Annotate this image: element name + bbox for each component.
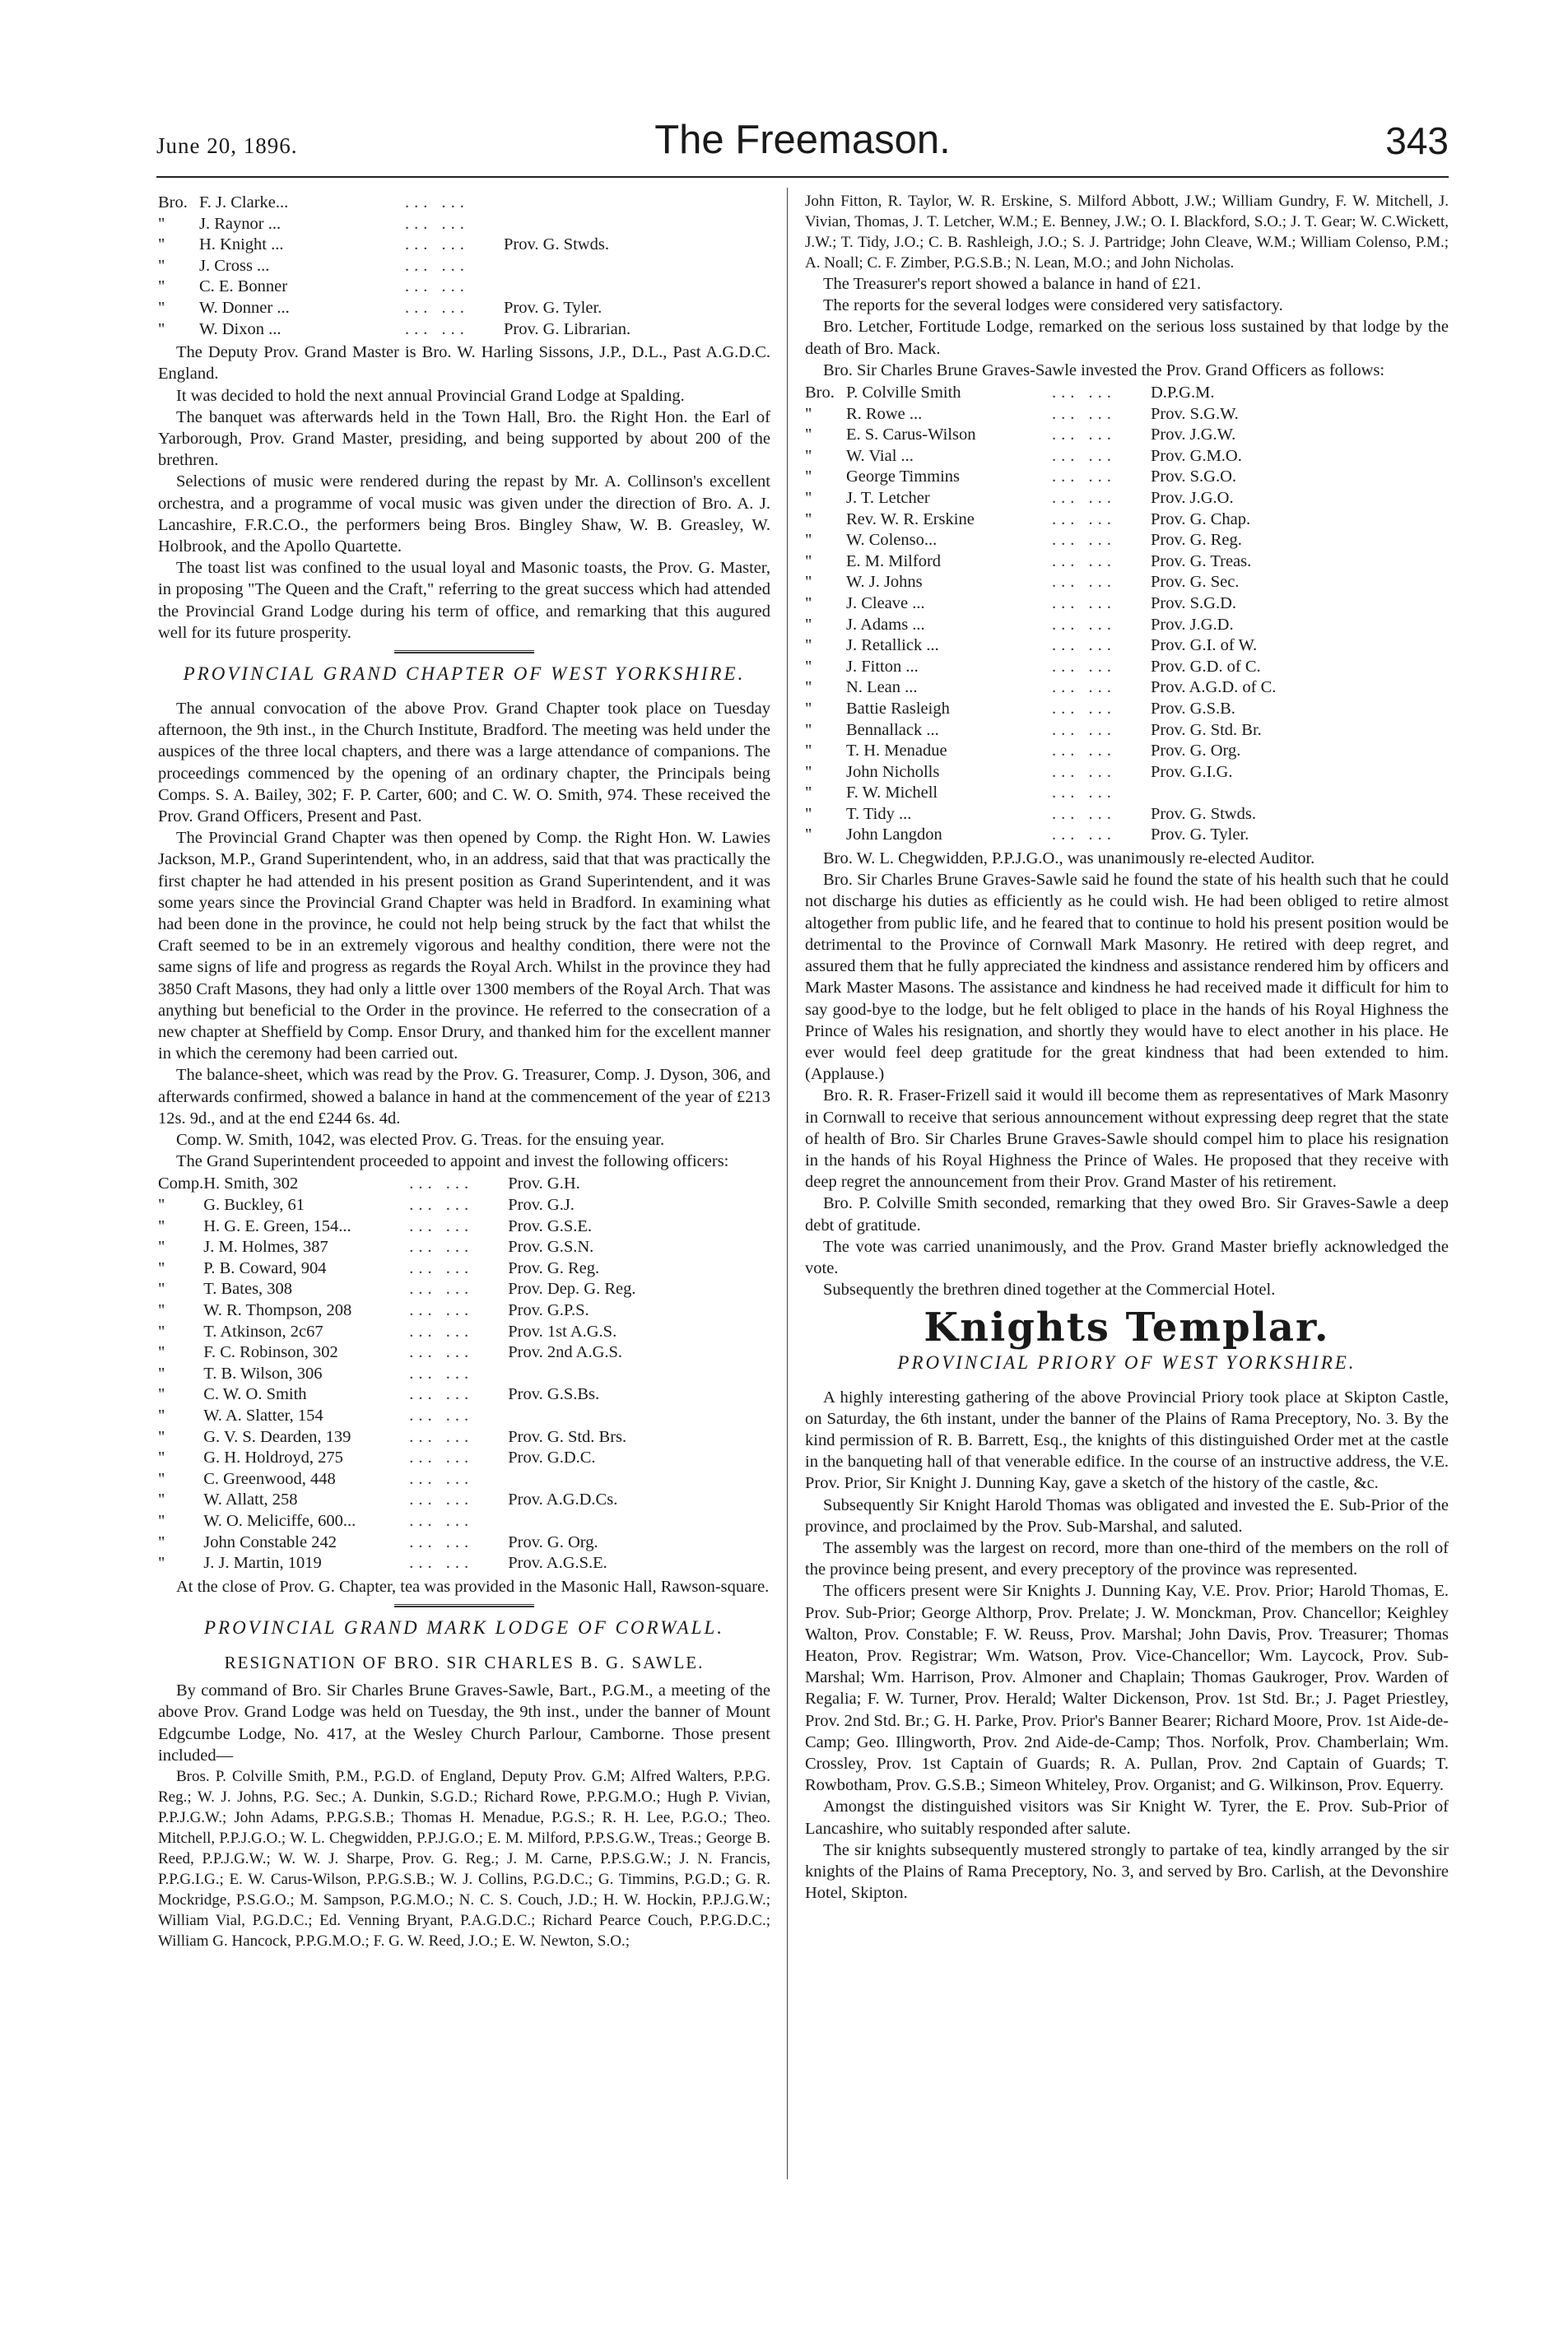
leader-dots: ... ... [1052, 446, 1116, 465]
officer-name: G. Buckley, 61 [203, 1196, 305, 1215]
leader-dots: ... ... [409, 1385, 474, 1404]
officer-office: Prov. G.S.N. [508, 1238, 594, 1257]
officer-row [805, 593, 1449, 615]
officer-name: W. Allatt, 258 [203, 1491, 298, 1509]
officer-prefix: " [805, 678, 812, 697]
paragraph: The assembly was the largest on record, more than one-third of the members on the roll of the province being present, and every preceptory of the province was represented. [805, 1538, 1449, 1579]
officer-prefix: " [805, 826, 812, 844]
officer-name: C. Greenwood, 448 [203, 1469, 336, 1488]
column-divider [787, 188, 788, 2179]
officer-name: C. W. O. Smith [203, 1385, 307, 1404]
officer-name: John Nicholls [846, 762, 940, 781]
officer-prefix: " [158, 1511, 165, 1530]
leader-dots: ... ... [405, 319, 469, 338]
officer-office [508, 1364, 770, 1385]
officer-prefix: " [158, 1258, 165, 1277]
officer-name: J. Cross ... [199, 256, 270, 275]
officer-office: Prov. G.P.S. [508, 1301, 589, 1320]
officer-name: H. Knight ... [199, 235, 284, 254]
officer-prefix: " [158, 1407, 165, 1425]
paragraph: Bro. W. L. Chegwidden, P.P.J.G.O., was unanimously re-elected Auditor. [823, 849, 1315, 868]
officer-row [805, 741, 1449, 762]
officer-name: Rev. W. R. Erskine [846, 509, 975, 528]
officer-prefix: " [158, 214, 165, 233]
officer-name: H. G. E. Green, 154... [203, 1216, 351, 1235]
officer-prefix: " [805, 699, 812, 718]
officer-name: W. Vial ... [846, 446, 914, 465]
paragraph: The Deputy Prov. Grand Master is Bro. W. Harling Sissons, J.P., D.L., Past A.G.D.C. England. [158, 343, 770, 384]
officer-row [158, 1553, 770, 1574]
leader-dots: ... ... [405, 298, 469, 317]
officer-name: T. Tidy ... [846, 804, 912, 823]
officer-row [805, 657, 1449, 678]
leader-dots: ... ... [409, 1364, 474, 1383]
officer-office: Prov. S.G.W. [1151, 404, 1239, 423]
leader-dots: ... ... [1052, 720, 1116, 739]
officer-office [504, 277, 770, 298]
officer-row [158, 235, 770, 256]
paragraph: The Treasurer's report showed a balance in hand of £21. [823, 275, 1202, 293]
leader-dots: ... ... [1052, 488, 1116, 507]
officer-row [158, 1195, 770, 1216]
officer-office: Prov. G.H. [508, 1174, 580, 1193]
officer-prefix: " [158, 1469, 165, 1488]
officer-name: W. Donner ... [199, 298, 290, 317]
officer-prefix: " [805, 593, 812, 612]
officer-name: E. S. Carus-Wilson [846, 426, 976, 444]
officer-office: Prov. G.I. of W. [1151, 636, 1258, 655]
paragraph: Amongst the distinguished visitors was Sir Knight W. Tyrer, the E. Prov. Sub-Prior of Lancashire, who suitably responded after salute. [805, 1798, 1449, 1838]
newspaper-title: The Freemason. [654, 118, 951, 162]
leader-dots: ... ... [1052, 699, 1116, 718]
officer-row [158, 1322, 770, 1343]
page-number: 343 [1385, 119, 1449, 162]
paragraph: Subsequently the brethren dined together at the Commercial Hotel. [823, 1281, 1276, 1300]
leader-dots: ... ... [405, 193, 469, 212]
leader-dots: ... ... [409, 1216, 474, 1235]
paragraph: The reports for the several lodges were considered very satisfactory. [823, 296, 1283, 315]
officer-office: Prov. J.G.W. [1151, 426, 1236, 444]
leader-dots: ... ... [409, 1407, 474, 1425]
leader-dots: ... ... [405, 214, 469, 233]
officer-office: Prov. G. Tyler. [504, 298, 603, 317]
officer-row [805, 677, 1449, 699]
officer-office: Prov. G. Stwds. [504, 235, 609, 254]
officer-prefix: " [805, 804, 812, 823]
leader-dots: ... ... [405, 235, 469, 254]
officer-office [508, 1511, 770, 1532]
mark-resignation-paragraphs [805, 848, 1449, 1300]
officer-office [508, 1469, 770, 1491]
officer-row [805, 551, 1449, 573]
officer-office: Prov. G. Librarian. [504, 319, 631, 338]
officer-prefix: " [805, 784, 812, 802]
priory-heading: PROVINCIAL PRIORY OF WEST YORKSHIRE. [897, 1351, 1356, 1373]
paragraph: Comp. W. Smith, 1042, was elected Prov. G. Treas. for the ensuing year. [176, 1131, 665, 1150]
officer-row [805, 804, 1449, 826]
officer-office: Prov. G. Stwds. [1151, 804, 1256, 823]
chapter-closing: At the close of Prov. G. Chapter, tea was provided in the Masonic Hall, Rawson-square. [176, 1577, 770, 1596]
officer-name: J. Raynor ... [199, 214, 281, 233]
officer-row [805, 699, 1449, 720]
officer-name: J. Cleave ... [846, 593, 925, 612]
leader-dots: ... ... [1052, 384, 1116, 402]
officer-office: Prov. J.G.O. [1151, 488, 1234, 507]
officer-prefix: " [805, 467, 812, 486]
leader-dots: ... ... [409, 1449, 474, 1467]
officer-row [158, 1490, 770, 1511]
officer-office: Prov. G.S.E. [508, 1216, 592, 1235]
leader-dots: ... ... [1052, 742, 1116, 760]
top-officer-list [158, 193, 770, 340]
officer-row [805, 762, 1449, 784]
officer-name: P. B. Coward, 904 [203, 1258, 327, 1277]
paragraph: The toast list was confined to the usual loyal and Masonic toasts, the Prov. G. Master, in proposing "The Queen and the Craft," referring to the great success which had attended the Provincial Grand Lodge during his term of office, and remarking that this augured well for its future prosperity. [158, 559, 770, 642]
leader-dots: ... ... [1052, 615, 1116, 634]
officer-prefix: " [158, 1364, 165, 1383]
officer-prefix: " [805, 446, 812, 465]
leader-dots: ... ... [1052, 531, 1116, 550]
leader-dots: ... ... [1052, 762, 1116, 781]
left-column [158, 191, 770, 1951]
officer-name: W. O. Meliciffe, 600... [203, 1511, 356, 1530]
officer-row [158, 298, 770, 319]
officer-name: N. Lean ... [846, 678, 918, 697]
paragraph: Subsequently Sir Knight Harold Thomas was obligated and invested the E. Sub-Prior of the province, and proclaimed by the Prov. Sub-Marshal, and saluted. [805, 1495, 1449, 1536]
leader-dots: ... ... [1052, 636, 1116, 655]
officer-name: J. M. Holmes, 387 [203, 1238, 328, 1257]
officer-office: Prov. G.J. [508, 1196, 575, 1215]
leader-dots: ... ... [409, 1174, 474, 1193]
officer-name: G. H. Holdroyd, 275 [203, 1449, 343, 1467]
officer-row [158, 1511, 770, 1532]
leader-dots: ... ... [1052, 593, 1116, 612]
officer-office: Prov. G.D.C. [508, 1449, 596, 1467]
officer-office [504, 256, 770, 277]
officer-name: Bennallack ... [846, 720, 939, 739]
officer-prefix: " [158, 1449, 165, 1467]
officer-office: Prov. G. Reg. [1151, 531, 1242, 550]
officer-prefix: " [805, 488, 812, 507]
officer-row [158, 193, 770, 214]
officer-office: Prov. G.S.Bs. [508, 1385, 600, 1404]
officer-office [508, 1406, 770, 1427]
officer-office: Prov. G. Reg. [508, 1258, 600, 1277]
officer-office: Prov. A.G.S.E. [508, 1554, 607, 1573]
officer-name: J. Fitton ... [846, 657, 919, 676]
officer-name: W. Colenso... [846, 531, 938, 550]
leader-dots: ... ... [409, 1554, 474, 1573]
officer-prefix: " [805, 636, 812, 655]
paragraph: Bro. Sir Charles Brune Graves-Sawle said he found the state of his health such that he could not discharge his duties as efficiently as he could wish. He had been obliged to retire almost altogether from public life, and he feared that to continue to hold his present position would be detrimental to the Province of Cornwall Mark Masonry. He retired with deep regret, and assured them that he fully appreciated the kindness and assistance rendered him by officers and Mark Master Masons. The assistance and kindness he had received made it difficult for him to say good-bye to the lodge, but he felt obliged to place in the hands of his Royal Highness the Prince of Wales his resignation, and shortly they would have to elect another in his place. He ever would feel deep gratitude for the great kindness that had been extended to him. (Applause.) [805, 871, 1449, 1084]
officer-office: Prov. G.D. of C. [1151, 657, 1261, 676]
officer-row [158, 214, 770, 235]
officer-office: Prov. G. Tyler. [1151, 826, 1249, 844]
paragraph: The sir knights subsequently mustered strongly to partake of tea, kindly arranged by the sir knights of the Plains of Rama Preceptory, No. 3, and served by Bro. Carlish, at the Devonshire Hotel, Skipton. [805, 1840, 1449, 1903]
leader-dots: ... ... [409, 1196, 474, 1215]
officer-row [158, 1532, 770, 1554]
leader-dots: ... ... [409, 1343, 474, 1362]
officer-office: Prov. J.G.D. [1151, 615, 1234, 634]
officer-name: J. T. Letcher [846, 488, 930, 507]
officer-prefix: " [158, 1280, 165, 1299]
officer-office [504, 193, 770, 214]
leader-dots: ... ... [409, 1280, 474, 1299]
mark-subheading: RESIGNATION OF BRO. SIR CHARLES B. G. SAWLE. [224, 1652, 705, 1672]
officer-prefix: " [805, 615, 812, 634]
leader-dots: ... ... [409, 1322, 474, 1341]
paragraph: Bro. Letcher, Fortitude Lodge, remarked on the serious loss sustained by that lodge by the death of Bro. Mack. [805, 318, 1449, 358]
officer-prefix: Bro. [158, 193, 188, 212]
officer-row [805, 404, 1449, 426]
officer-row [158, 319, 770, 341]
officer-name: Battie Rasleigh [846, 699, 950, 718]
officer-office: Prov. G. Chap. [1151, 509, 1251, 528]
officer-prefix: " [158, 1427, 165, 1446]
officer-prefix: " [158, 1385, 165, 1404]
paragraph: The annual convocation of the above Prov. Grand Chapter took place on Tuesday afternoon, the 9th inst., in the Church Institute, Bradford. The meeting was held under the auspices of the three local chapters, and there was a large attendance of companions. The proceedings commenced by the opening of an ordinary chapter, the Principals being Comps. S. A. Bailey, 302; F. P. Carter, 600; and C. W. O. Smith, 974. These received the Prov. Grand Officers, Present and Past. [158, 700, 770, 826]
officer-prefix: " [158, 298, 165, 317]
officer-row [158, 1448, 770, 1469]
officer-name: John Langdon [846, 826, 942, 844]
leader-dots: ... ... [409, 1511, 474, 1530]
leader-dots: ... ... [409, 1532, 474, 1551]
officer-office: Prov. G.S.B. [1151, 699, 1235, 718]
officer-name: E. M. Milford [846, 551, 942, 570]
officer-prefix: " [805, 742, 812, 760]
masthead [156, 115, 1449, 181]
officer-row [158, 1279, 770, 1300]
leader-dots: ... ... [1052, 426, 1116, 444]
officer-name: W. A. Slatter, 154 [203, 1407, 323, 1425]
section-rule [394, 1604, 534, 1607]
paragraph: The banquet was afterwards held in the Town Hall, Bro. the Right Hon. the Earl of Yarborough, Prov. Grand Master, presiding, and being supported by about 200 of the brethren. [158, 407, 770, 470]
officer-row [805, 383, 1449, 404]
officer-row [805, 572, 1449, 593]
chapter-paragraphs [158, 698, 770, 1172]
officer-office: Prov. G.M.O. [1151, 446, 1242, 465]
officer-prefix: " [805, 573, 812, 592]
officer-prefix: " [158, 1301, 165, 1320]
paragraph: The Provincial Grand Chapter was then opened by Comp. the Right Hon. W. Lawies Jackson, M.P., Grand Superintendent, who, in an address, said that that was practically the first chapter he had attended in his present position as Grand Superintendent, and it was some years since the Provincial Grand Chapter was held in Bradford. In examining what had been done in the province, he could not help being struck by the fact that whilst the Craft seemed to be in an extremely vigorous and healthy condition, there were not the same signs of life and progress as regards the Royal Arch. Whilst in the province they had 3850 Craft Masons, they had only a little over 1300 members of the Royal Arch. That was anything but beneficial to the Order in the province. He referred to the consecration of a new chapter at Sheffield by Comp. Ensor Drury, and thanked him for the excellent manner in which the ceremony had been carried out. [158, 829, 770, 1063]
officer-name: C. E. Bonner [199, 277, 288, 296]
right-column [805, 191, 1449, 1904]
officer-name: T. Bates, 308 [203, 1280, 293, 1299]
officer-name: T. B. Wilson, 306 [203, 1364, 323, 1383]
officer-name: John Constable 242 [203, 1532, 337, 1551]
chapter-heading: PROVINCIAL GRAND CHAPTER OF WEST YORKSHIRE. [183, 663, 746, 684]
leader-dots: ... ... [409, 1301, 474, 1320]
officer-office: Prov. S.G.D. [1151, 593, 1237, 612]
officer-prefix: " [805, 531, 812, 550]
officer-row [805, 783, 1449, 804]
officer-prefix: " [805, 762, 812, 781]
mark-officer-list [805, 383, 1449, 846]
officer-row [805, 530, 1449, 551]
paragraph: The vote was carried unanimously, and the Prov. Grand Master briefly acknowledged the vote. [805, 1237, 1449, 1277]
paragraph: The Grand Superintendent proceeded to appoint and invest the following officers: [176, 1152, 729, 1171]
officer-office [504, 214, 770, 235]
officer-prefix: " [158, 1343, 165, 1362]
officer-row [158, 1258, 770, 1280]
officer-row [158, 1216, 770, 1238]
paragraph: Selections of music were rendered during the repast by Mr. A. Collinson's excellent orchestra, and a programme of vocal music was given under the direction of Bro. A. J. Lancashire, F.R.C.O., the performers being Bros. Bingley Shaw, W. B. Greasley, W. Holbrook, and the Apollo Quartette. [158, 472, 770, 556]
officer-office: Prov. S.G.O. [1151, 467, 1237, 486]
officer-prefix: Bro. [805, 384, 835, 402]
masthead-rule [156, 176, 1449, 178]
officer-office: Prov. G. Treas. [1151, 551, 1252, 570]
officer-prefix: " [805, 657, 812, 676]
officer-office: Prov. G. Org. [508, 1532, 598, 1551]
officer-name: W. J. Johns [846, 573, 923, 592]
officer-prefix: " [158, 277, 165, 296]
officer-prefix: Comp. [158, 1174, 204, 1193]
officer-row [805, 635, 1449, 657]
officer-office [1151, 783, 1449, 804]
officer-prefix: " [805, 551, 812, 570]
officer-row [158, 1237, 770, 1258]
officer-office: D.P.G.M. [1151, 384, 1215, 402]
officer-name: F. W. Michell [846, 784, 938, 802]
leader-dots: ... ... [1052, 404, 1116, 423]
paragraph: Bro. Sir Charles Brune Graves-Sawle invested the Prov. Grand Officers as follows: [823, 360, 1385, 379]
officer-row [805, 509, 1449, 531]
leader-dots: ... ... [409, 1258, 474, 1277]
officer-office: Prov. G.I.G. [1151, 762, 1233, 781]
officer-prefix: " [158, 235, 165, 254]
officer-name: J. Adams ... [846, 615, 925, 634]
officer-prefix: " [158, 1532, 165, 1551]
officer-prefix: " [158, 1196, 165, 1215]
officer-name: H. Smith, 302 [203, 1174, 299, 1193]
officer-office: Prov. G. Std. Br. [1151, 720, 1262, 739]
leader-dots: ... ... [1052, 826, 1116, 844]
present-continued: John Fitton, R. Taylor, W. R. Erskine, S. Milford Abbott, J.W.; William Gundry, F. W. Mitchell, J. Vivian, Thomas, J. T. Letcher, W.M.; E. Benney, J.W.; O. I. Blackford, S.O.; J. T. Gear; W. C.Wickett, J.W.; T. Tidy, J.O.; C. B. Rashleigh, J.O.; S. J. Partridge; John Cleave, W.M.; William Colenso, P.M.; A. Noall; C. F. Zimber, P.G.S.B.; N. Lean, M.O.; and John Nicholas. [805, 193, 1449, 272]
officer-prefix: " [158, 1216, 165, 1235]
mark-heading: PROVINCIAL GRAND MARK LODGE OF CORWALL. [203, 1616, 725, 1638]
officer-row [805, 720, 1449, 742]
officer-office: Prov. 2nd A.G.S. [508, 1343, 623, 1362]
officer-row [158, 1342, 770, 1364]
mark-report-paragraphs [805, 273, 1449, 381]
paragraph: The balance-sheet, which was read by the Prov. G. Treasurer, Comp. J. Dyson, 306, and afterwards confirmed, showed a balance in hand at the commencement of the year of £213 12s. 9d., and at the end £244 6s. 4d. [158, 1066, 770, 1128]
officer-row [805, 446, 1449, 467]
paragraph: Bro. P. Colville Smith seconded, remarking that they owed Bro. Sir Graves-Sawle a deep debt of gratitude. [805, 1194, 1449, 1235]
officer-row [805, 425, 1449, 446]
leader-dots: ... ... [1052, 678, 1116, 697]
officer-prefix: " [805, 720, 812, 739]
knights-templar-heading: Knights Templar. [924, 1305, 1330, 1351]
priory-paragraphs [805, 1387, 1449, 1904]
paragraph: Bro. R. R. Fraser-Frizell said it would ill become them as representatives of Mark Masonry in Cornwall to receive that serious announcement without expressing deep regret that the state of health of Bro. Sir Charles Brune Graves-Sawle should compel him to place his resignation in the hands of his Royal Highness the Prince of Wales. He proposed that they receive with deep regret the announcement from their Prov. Grand Master of his retirement. [805, 1086, 1449, 1192]
officer-office: Prov. G. Org. [1151, 742, 1241, 760]
officer-row [158, 1469, 770, 1491]
officer-prefix: " [158, 1322, 165, 1341]
officer-row [158, 277, 770, 298]
officer-office: Prov. A.G.D. of C. [1151, 678, 1277, 697]
officer-row [158, 1300, 770, 1322]
mark-present-list: Bros. P. Colville Smith, P.M., P.G.D. of England, Deputy Prov. G.M; Alfred Walters, P.P.G. Reg.; W. J. Johns, P.G. Sec.; A. Dunkin, S.G.D.; Richard Rowe, P.P.G.M.O.; Hugh P. Vivian, P.P.J.G.W.; John Adams, P.P.G.S.B.; Thomas H. Menadue, P.G.S.; R. H. Lee, P.G.O.; Theo. Mitchell, P.P.J.G.O.; W. L. Chegwidden, P.P.J.G.O.; E. M. Milford, P.P.S.G.W., Treas.; George B. Reed, P.P.J.G.W.; W. W. J. Sharpe, Prov. G. Reg.; J. M. Carne, P.P.S.G.W.; J. N. Francis, P.P.G.I.G.; E. W. Carus-Wilson, P.P.G.S.B.; W. J. Collins, P.G.D.C.; G. Timmins, P.G.D.; G. R. Mockridge, P.S.G.O.; M. Sampson, P.G.M.O.; N. C. S. Couch, J.D.; H. W. Hockin, P.P.J.G.W.; William Vial, P.G.D.C.; Ed. Venning Bryant, P.A.G.D.C.; Richard Pearce Couch, P.P.G.D.C.; William G. Hancock, P.P.G.M.O.; F. G. W. Reed, J.O.; E. W. Newton, S.O.; [158, 1767, 770, 1950]
chapter-officer-list [158, 1174, 770, 1574]
officer-row [158, 1364, 770, 1385]
officer-row [158, 1406, 770, 1427]
officer-name: W. Dixon ... [199, 319, 281, 338]
leader-dots: ... ... [405, 256, 469, 275]
officer-office: Prov. A.G.D.Cs. [508, 1491, 618, 1509]
issue-date: June 20, 1896. [156, 133, 298, 158]
officer-row [805, 615, 1449, 636]
officer-name: F. C. Robinson, 302 [203, 1343, 338, 1362]
leader-dots: ... ... [1052, 551, 1116, 570]
leader-dots: ... ... [409, 1469, 474, 1488]
officer-name: J. J. Martin, 1019 [203, 1554, 322, 1573]
officer-prefix: " [805, 404, 812, 423]
officer-office: Prov. G. Std. Brs. [508, 1427, 627, 1446]
officer-prefix: " [158, 1554, 165, 1573]
officer-name: G. V. S. Dearden, 139 [203, 1427, 351, 1446]
officer-row [805, 825, 1449, 846]
officer-prefix: " [805, 426, 812, 444]
leader-dots: ... ... [1052, 573, 1116, 592]
officer-name: W. R. Thompson, 208 [203, 1301, 352, 1320]
paragraph: A highly interesting gathering of the above Provincial Priory took place at Skipton Castle, on Saturday, the 6th instant, under the banner of the Plains of Rama Preceptory, No. 3. By the kind permission of R. B. Barrett, Esq., the knights of this distinguished Order met at the castle in the banqueting hall of that venerable edifice. In the course of an instructive address, the V.E. Prov. Prior, Sir Knight J. Dunning Kay, gave a sketch of the history of the castle, &c. [805, 1388, 1449, 1493]
leader-dots: ... ... [1052, 657, 1116, 676]
paragraph: The officers present were Sir Knights J. Dunning Kay, V.E. Prov. Prior; Harold Thomas, E. Prov. Sub-Prior; George Althorp, Prov. Prelate; J. W. Monckman, Prov. Chancellor; Keighley Walton, Prov. Constable; F. W. Reuss, Prov. Marshal; John Davis, Prov. Treasurer; Thomas Heaton, Prov. Registrar; Wm. Watson, Prov. Vice-Chancellor; Wm. Laycock, Prov. Sub-Marshal; Wm. Harrison, Prov. Almoner and Chaplain; Thomas Gaukroger, Prov. Warden of Regalia; F. W. Turner, Prov. Herald; Walter Dickenson, Prov. 1st Std. Br.; J. Paget Priestley, Prov. 2nd Std. Br.; G. H. Parke, Prov. Prior's Banner Bearer; Richard Moore, Prov. 1st Aide-de-Camp; Geo. Illingworth, Prov. 2nd Aide-de-Camp; Thos. Norfolk, Prov. Chamberlain; Wm. Crossley, Prov. 1st Captain of Guards; R. A. Pullan, Prov. 2nd Captain of Guards; T. Rowbotham, Prov. G.S.B.; Simeon Whiteley, Prov. Organist; and G. Wilkinson, Prov. Equerry. [805, 1582, 1449, 1795]
officer-row [158, 1384, 770, 1406]
officer-prefix: " [158, 319, 165, 338]
officer-row [158, 256, 770, 277]
leader-dots: ... ... [1052, 467, 1116, 486]
leader-dots: ... ... [1052, 509, 1116, 528]
officer-prefix: " [158, 1491, 165, 1509]
officer-name: T. H. Menadue [846, 742, 947, 760]
officer-row [805, 467, 1449, 488]
officer-name: J. Retallick ... [846, 636, 939, 655]
leader-dots: ... ... [409, 1427, 474, 1446]
officer-name: George Timmins [846, 467, 961, 486]
officer-office: Prov. G. Sec. [1151, 573, 1240, 592]
leader-dots: ... ... [1052, 784, 1116, 802]
mark-paragraph: By command of Bro. Sir Charles Brune Graves-Sawle, Bart., P.G.M., a meeting of the above Prov. Grand Lodge was held on Tuesday, the 9th inst., under the banner of Mount Edgcumbe Lodge, No. 417, at the Wesley Church Parlour, Camborne. Those present included— [158, 1681, 770, 1765]
officer-name: P. Colville Smith [846, 384, 961, 402]
officer-row [805, 488, 1449, 509]
officer-office: Prov. Dep. G. Reg. [508, 1280, 636, 1299]
leader-dots: ... ... [409, 1491, 474, 1509]
officer-prefix: " [158, 256, 165, 275]
leader-dots: ... ... [405, 277, 469, 296]
leader-dots: ... ... [409, 1238, 474, 1257]
officer-prefix: " [158, 1238, 165, 1257]
officer-prefix: " [805, 509, 812, 528]
officer-name: R. Rowe ... [846, 404, 923, 423]
officer-row [158, 1174, 770, 1195]
officer-name: T. Atkinson, 2c67 [203, 1322, 323, 1341]
intro-paragraphs [158, 342, 770, 644]
officer-name: F. J. Clarke... [199, 193, 289, 212]
paragraph: It was decided to hold the next annual Provincial Grand Lodge at Spalding. [176, 386, 685, 405]
section-rule [394, 650, 534, 653]
officer-office: Prov. 1st A.G.S. [508, 1322, 617, 1341]
officer-row [158, 1427, 770, 1449]
leader-dots: ... ... [1052, 804, 1116, 823]
